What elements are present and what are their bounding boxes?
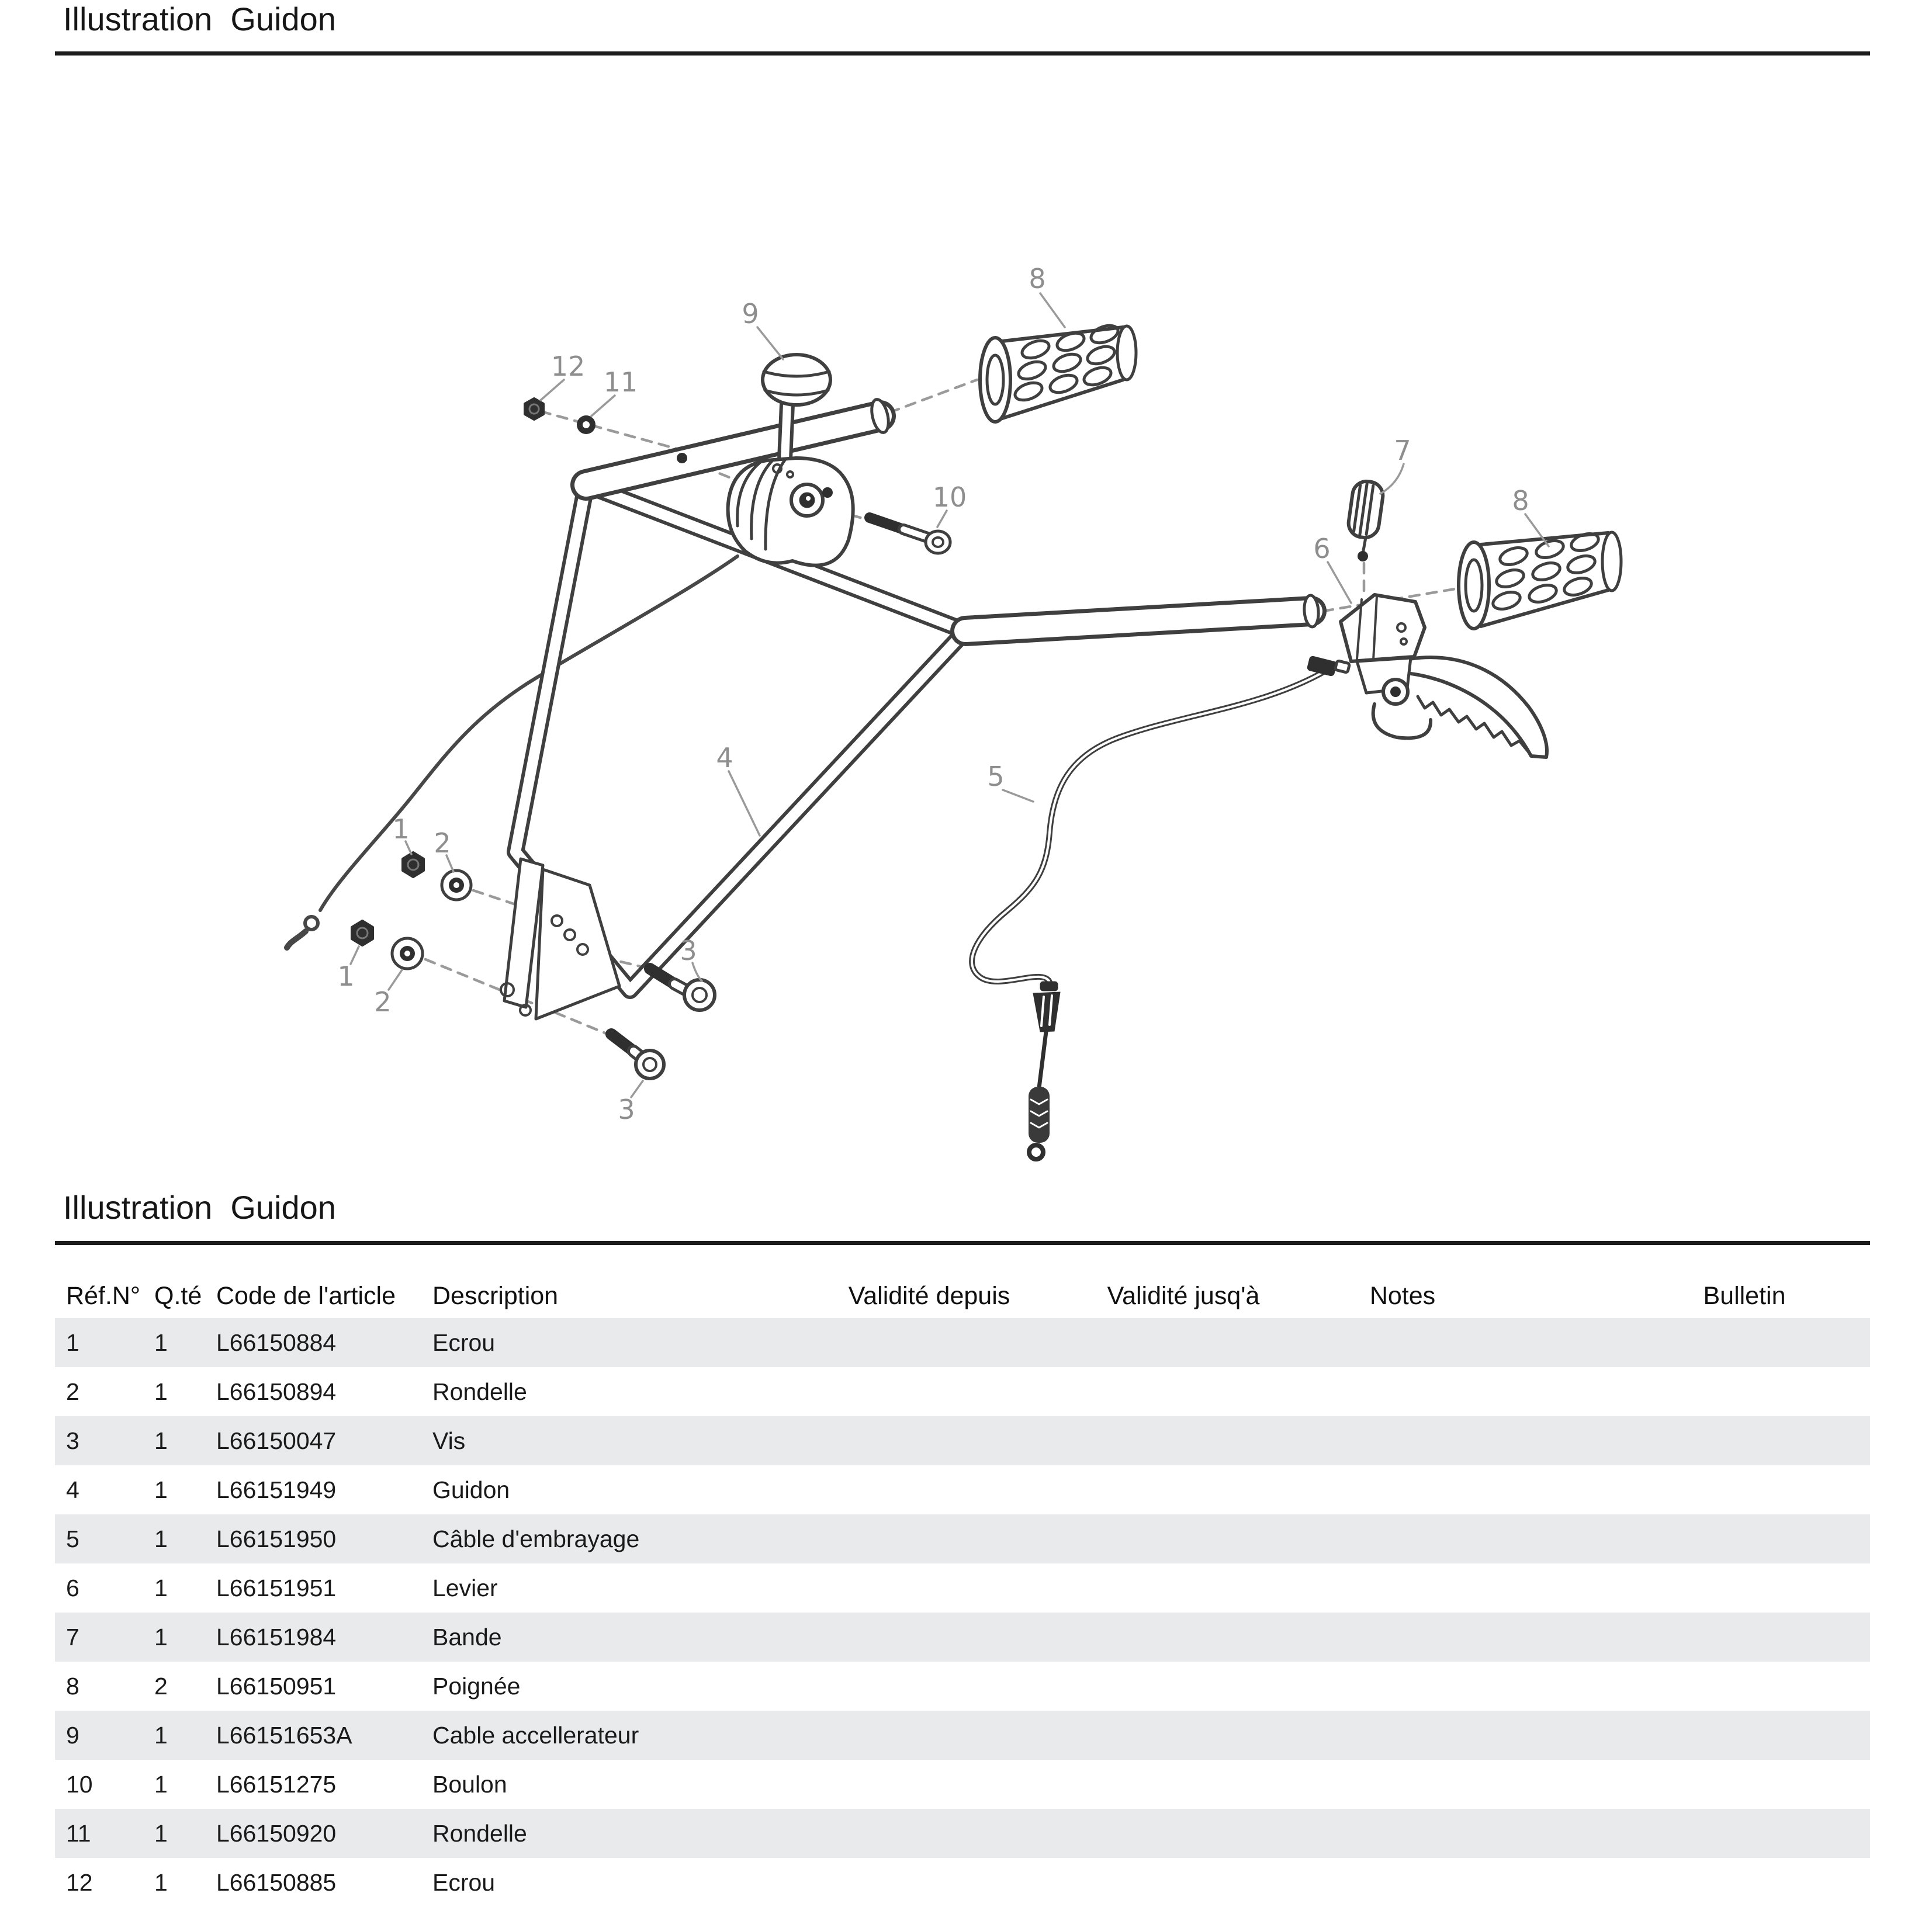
header-bulletin: Bulletin	[1703, 1282, 1786, 1310]
table-row	[55, 1809, 1870, 1858]
band	[1347, 480, 1385, 561]
header-desc: Description	[432, 1282, 559, 1310]
cell-qty: 1	[154, 1329, 168, 1356]
cell-code: L66150920	[216, 1820, 337, 1847]
washer-2-upper	[442, 871, 471, 900]
callout-3-right: 3	[680, 935, 697, 966]
cell-code: L66151275	[216, 1771, 337, 1798]
cell-qty: 1	[154, 1624, 168, 1651]
cell-qty: 1	[154, 1771, 168, 1798]
callout-2-lower: 2	[374, 986, 392, 1018]
table-row	[55, 1760, 1870, 1809]
callout-8-right: 8	[1512, 485, 1529, 516]
header-code: Code de l'article	[216, 1282, 396, 1310]
clamp-body	[1341, 595, 1425, 661]
parts-table	[55, 1318, 1870, 1907]
cell-code: L66151951	[216, 1575, 337, 1601]
cell-desc: Vis	[432, 1427, 466, 1454]
left-handlebar-tube	[586, 398, 891, 485]
bolt-10	[870, 518, 950, 553]
callout-8-left: 8	[1029, 263, 1046, 294]
cell-qty: 1	[154, 1427, 168, 1454]
callout-11: 11	[603, 366, 638, 398]
cell-code: L66150047	[216, 1427, 337, 1454]
callout-6: 6	[1313, 533, 1331, 564]
cell-code: L66151984	[216, 1624, 337, 1651]
cell-desc: Rondelle	[432, 1820, 527, 1847]
cell-qty: 1	[154, 1869, 168, 1896]
table-row	[55, 1367, 1870, 1416]
header-qty: Q.té	[154, 1282, 202, 1310]
table-row	[55, 1613, 1870, 1662]
cell-ref: 2	[66, 1378, 79, 1405]
cable-end-fitting	[1029, 982, 1060, 1159]
cell-desc: Cable accellerateur	[432, 1722, 639, 1749]
header-valid-from: Validité depuis	[848, 1282, 1010, 1310]
cell-code: L66150951	[216, 1673, 337, 1700]
cell-ref: 4	[66, 1476, 79, 1503]
parts-table-header	[55, 1278, 1870, 1313]
cell-qty: 1	[154, 1476, 168, 1503]
cell-desc: Poignée	[432, 1673, 521, 1700]
cell-desc: Levier	[432, 1575, 498, 1601]
section-rule	[55, 1241, 1870, 1245]
callout-3-bottom: 3	[618, 1094, 635, 1125]
cell-ref: 11	[66, 1820, 91, 1847]
callout-12: 12	[550, 351, 586, 382]
table-row	[55, 1465, 1870, 1514]
throttle-knob	[763, 355, 830, 405]
right-grip	[1459, 531, 1621, 629]
cell-ref: 3	[66, 1427, 79, 1454]
callout-2-upper: 2	[434, 827, 451, 859]
washer-2-lower	[392, 938, 423, 969]
right-handlebar-tube	[965, 595, 1320, 631]
cell-code: L66150894	[216, 1378, 337, 1405]
cell-ref: 9	[66, 1722, 79, 1749]
mounting-bracket	[501, 859, 619, 1019]
left-grip	[980, 323, 1136, 422]
nut-1-lower	[352, 921, 373, 945]
cell-code: L66151653A	[216, 1722, 352, 1749]
callout-4: 4	[716, 742, 733, 774]
section-title: Illustration Guidon	[63, 1189, 336, 1226]
callout-9: 9	[742, 298, 759, 330]
page-title: Illustration Guidon	[63, 1, 336, 37]
cell-ref: 5	[66, 1525, 79, 1552]
throttle-housing	[728, 458, 853, 566]
cell-code: L66150885	[216, 1869, 337, 1896]
callout-1-upper: 1	[392, 813, 410, 845]
cell-code: L66151949	[216, 1476, 337, 1503]
cell-qty: 1	[154, 1525, 168, 1552]
table-row	[55, 1563, 1870, 1613]
cell-ref: 10	[66, 1771, 93, 1798]
screw-3-right	[650, 969, 715, 1010]
cell-desc: Câble d'embrayage	[432, 1525, 640, 1552]
cell-ref: 1	[66, 1329, 79, 1356]
cell-qty: 1	[154, 1378, 168, 1405]
nut-12	[525, 398, 543, 419]
header-valid-to: Validité jusq'à	[1107, 1282, 1260, 1310]
table-row	[55, 1662, 1870, 1711]
table-row	[55, 1416, 1870, 1465]
cell-qty: 1	[154, 1575, 168, 1601]
cell-desc: Ecrou	[432, 1329, 496, 1356]
cell-qty: 1	[154, 1820, 168, 1847]
cell-qty: 2	[154, 1673, 168, 1700]
cell-code: L66150884	[216, 1329, 337, 1356]
cell-code: L66151950	[216, 1525, 337, 1552]
cell-desc: Ecrou	[432, 1869, 496, 1896]
cell-desc: Boulon	[432, 1771, 507, 1798]
header-notes: Notes	[1369, 1282, 1436, 1310]
table-row	[55, 1514, 1870, 1563]
callout-7: 7	[1394, 435, 1411, 466]
cell-desc: Rondelle	[432, 1378, 527, 1405]
cell-ref: 8	[66, 1673, 79, 1700]
washer-11	[577, 415, 595, 434]
cell-ref: 12	[66, 1869, 93, 1896]
cell-desc: Bande	[432, 1624, 502, 1651]
cell-qty: 1	[154, 1722, 168, 1749]
cell-desc: Guidon	[432, 1476, 510, 1503]
table-row	[55, 1711, 1870, 1760]
callout-5: 5	[987, 761, 1005, 792]
table-row	[55, 1318, 1870, 1367]
header-ref: Réf.N°	[66, 1282, 141, 1310]
table-row	[55, 1858, 1870, 1907]
accelerator-cable	[287, 556, 738, 948]
clutch-cable	[972, 666, 1334, 1159]
nut-1-upper	[403, 852, 424, 877]
cell-ref: 6	[66, 1575, 79, 1601]
screw-3-bottom	[611, 1034, 664, 1079]
cell-ref: 7	[66, 1624, 79, 1651]
callout-10: 10	[932, 481, 967, 513]
callout-1-lower: 1	[337, 961, 355, 992]
